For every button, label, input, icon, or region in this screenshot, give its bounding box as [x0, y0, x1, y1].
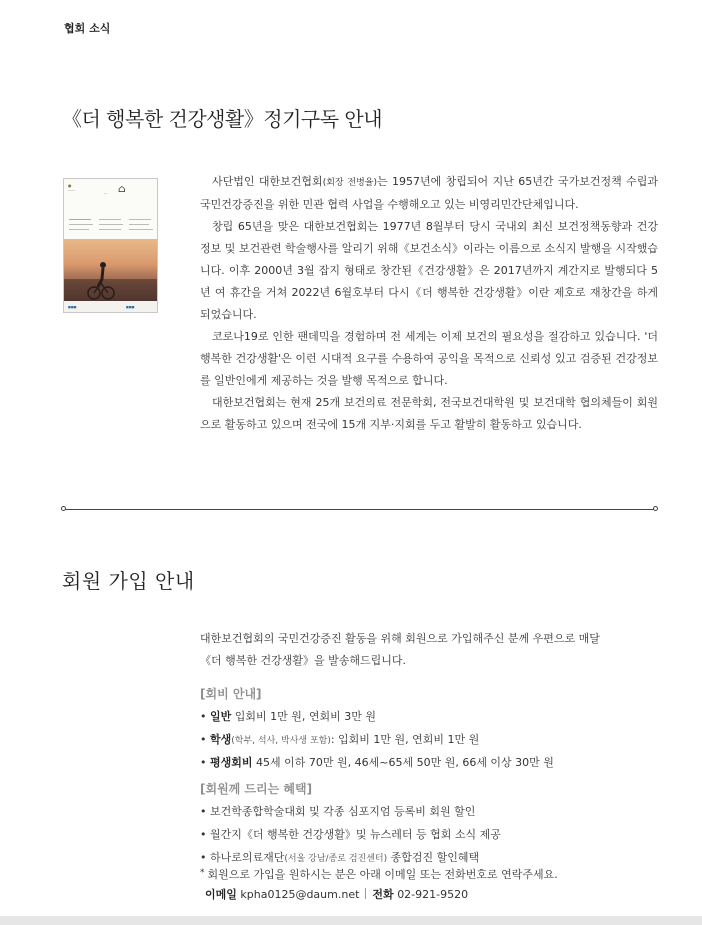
paragraph-2: 창립 65년을 맞은 대한보건협회는 1977년 8월부터 당시 국내외 최신 보건정책동향과 건강 정보 및 보건관련 학술행사를 알리기 위해《보건소식》이라는 이름으로 소식지 발행을 시작했습니다. 이후 2000년 3월 잡지 형태로 창간된《건강생활》은 2017년까지 계간지로 발행되다 5년 여 휴간을 거쳐 2022년 6월호부터 다시《더 행복한 건강생활》이란 제호로 재창간을 하게 되었습니다. [200, 220, 658, 321]
fee-item-lifetime: • 평생회비 45세 이하 70만 원, 46세~65세 50만 원, 66세 이상 30만 원 [200, 756, 554, 769]
paragraph-1: 사단법인 대한보건협회(회장 전병율)는 1957년에 창립되어 지난 65년간 국가보건정책 수립과 국민건강증진을 위한 민관 협력 사업을 수행해오고 있는 비영리민간단체입니다. [200, 175, 658, 211]
magazine-cover-image [63, 178, 158, 313]
subscription-title: 《더 행복한 건강생활》정기구독 안내 [62, 107, 383, 131]
email-address[interactable]: kpha0125@daum.net [240, 888, 360, 901]
membership-intro: 대한보건협회의 국민건강증진 활동을 위해 회원으로 가입해주신 분께 우편으로 매달 《더 행복한 건강생활》을 발송해드립니다. [200, 632, 600, 667]
benefit-item: • 월간지《더 행복한 건강생활》및 뉴스레터 등 협회 소식 제공 [200, 828, 501, 841]
cover-brand: ● [68, 183, 72, 188]
divider-dot-right [653, 506, 658, 511]
cover-title: ⌂ [118, 184, 126, 195]
section-tag: 협회 소식 [64, 22, 111, 35]
cover-prefix: ― [104, 191, 107, 195]
cover-contents [69, 219, 153, 237]
fee-heading: [회비 안내] [200, 687, 262, 701]
benefit-heading: [회원께 드리는 혜택] [200, 782, 313, 796]
contact-note: * 회원으로 가입을 원하시는 분은 아래 이메일 또는 전화번호로 연락주세요. [200, 868, 558, 881]
cyclist-illustration [64, 239, 158, 301]
divider-dot-left [61, 506, 66, 511]
fee-item-general: • 일반 입회비 1만 원, 연회비 3만 원 [200, 710, 376, 723]
membership-title: 회원 가입 안내 [62, 569, 195, 593]
phone-number[interactable]: 02-921-9520 [397, 888, 469, 901]
email-label: 이메일 [205, 888, 237, 901]
paragraph-4: 대한보건협회는 현재 25개 보건의료 전문학회, 전국보건대학원 및 보건대학 협의체들이 회원으로 활동하고 있으며 전국에 15개 지부·지회를 두고 활발히 활동하고 있습니다. [200, 396, 658, 431]
paragraph-3: 코로나19로 인한 팬데믹을 경험하며 전 세계는 이제 보건의 필요성을 절감하고 있습니다. '더 행복한 건강생활'은 이런 시대적 요구를 수용하여 공익을 목적으로 신뢰성 있고 검증된 건강정보를 일반인에게 제공하는 것을 발행 목적으로 합니다. [200, 330, 658, 387]
contact-separator [365, 888, 366, 899]
cover-photo [64, 239, 158, 301]
fee-item-student: • 학생(학부, 석사, 박사생 포함): 입회비 1만 원, 연회비 1만 원 [200, 733, 480, 746]
contact-info [205, 886, 468, 902]
benefit-item: • 하나로의료재단(서울 강남/종로 검진센터) 종합검진 할인혜택 [200, 851, 480, 864]
cover-footer-logo: ■■■ [68, 305, 77, 309]
cover-footer-logo-2: ■■■ [126, 305, 135, 309]
section-divider [63, 509, 657, 510]
page-bottom-band [0, 916, 702, 925]
cover-footer [64, 301, 158, 313]
phone-label: 전화 [372, 888, 394, 901]
cover-issue: ──── [68, 189, 76, 193]
subscription-body [200, 171, 658, 436]
benefit-item: • 보건학종합학술대회 및 각종 심포지엄 등록비 회원 할인 [200, 805, 476, 818]
